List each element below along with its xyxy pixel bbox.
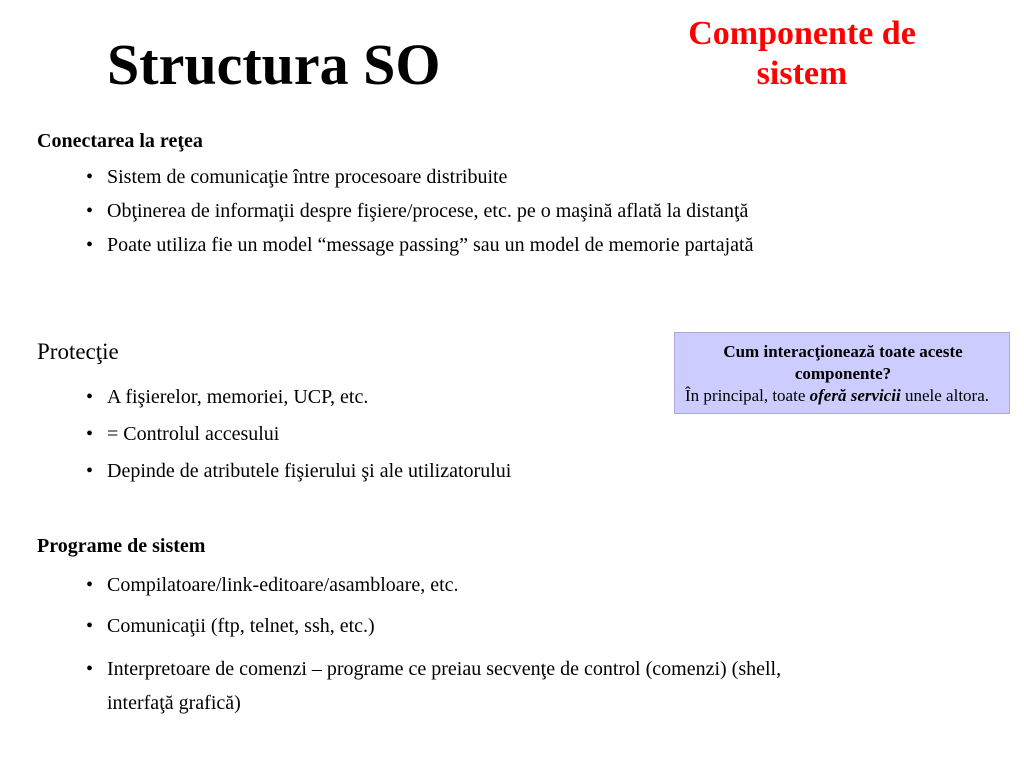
bullet-icon: • bbox=[86, 658, 94, 680]
callout-answer-suffix: unele altora. bbox=[900, 386, 989, 405]
bullet-text: = Controlul accesului bbox=[107, 423, 280, 445]
section-heading-system-programs: Programe de sistem bbox=[37, 535, 206, 557]
bullet-icon: • bbox=[86, 615, 94, 637]
list-item bbox=[86, 570, 792, 601]
bullet-icon: • bbox=[86, 574, 94, 596]
bullet-text: Depinde de atributele fişierului şi ale utilizatorului bbox=[107, 460, 512, 482]
bullet-text: A fişierelor, memoriei, UCP, etc. bbox=[107, 386, 369, 408]
list-item bbox=[86, 163, 792, 192]
bullet-text: Poate utiliza fie un model “message passing” sau un model de memorie partajată bbox=[107, 234, 754, 256]
slide-title: Structura SO bbox=[107, 32, 441, 97]
list-item bbox=[86, 611, 792, 642]
callout-box bbox=[674, 332, 1010, 414]
callout-answer-emphasis: oferă servicii bbox=[809, 386, 901, 405]
list-item bbox=[86, 652, 792, 720]
section-heading-protection: Protecţie bbox=[37, 339, 119, 364]
slide-subtitle: Componente de sistem bbox=[688, 15, 916, 92]
bullet-text: Comunicaţii (ftp, telnet, ssh, etc.) bbox=[107, 615, 375, 637]
list-item bbox=[86, 231, 792, 260]
bullet-icon: • bbox=[86, 200, 94, 222]
section-heading-network: Conectarea la reţea bbox=[37, 130, 203, 152]
list-item bbox=[86, 457, 792, 485]
callout-question: Cum interacţionează toate aceste componente? bbox=[723, 342, 963, 383]
bullet-icon: • bbox=[86, 386, 94, 408]
list-item bbox=[86, 420, 792, 448]
bullet-list-system-programs bbox=[86, 570, 792, 730]
bullet-text: Compilatoare/link-editoare/asambloare, etc. bbox=[107, 574, 459, 596]
bullet-text: Obţinerea de informaţii despre fişiere/procese, etc. pe o maşină aflată la distanţă bbox=[107, 200, 749, 222]
bullet-icon: • bbox=[86, 234, 94, 256]
bullet-text: Interpretoare de comenzi – programe ce preiau secvenţe de control (comenzi) (shell, interfaţă grafică) bbox=[107, 658, 782, 714]
bullet-icon: • bbox=[86, 423, 94, 445]
callout-answer bbox=[685, 385, 1001, 407]
bullet-icon: • bbox=[86, 166, 94, 188]
bullet-list-network bbox=[86, 163, 792, 265]
bullet-text: Sistem de comunicaţie între procesoare distribuite bbox=[107, 166, 508, 188]
callout-answer-prefix: În principal, toate bbox=[685, 386, 810, 405]
bullet-icon: • bbox=[86, 460, 94, 482]
list-item bbox=[86, 197, 792, 226]
